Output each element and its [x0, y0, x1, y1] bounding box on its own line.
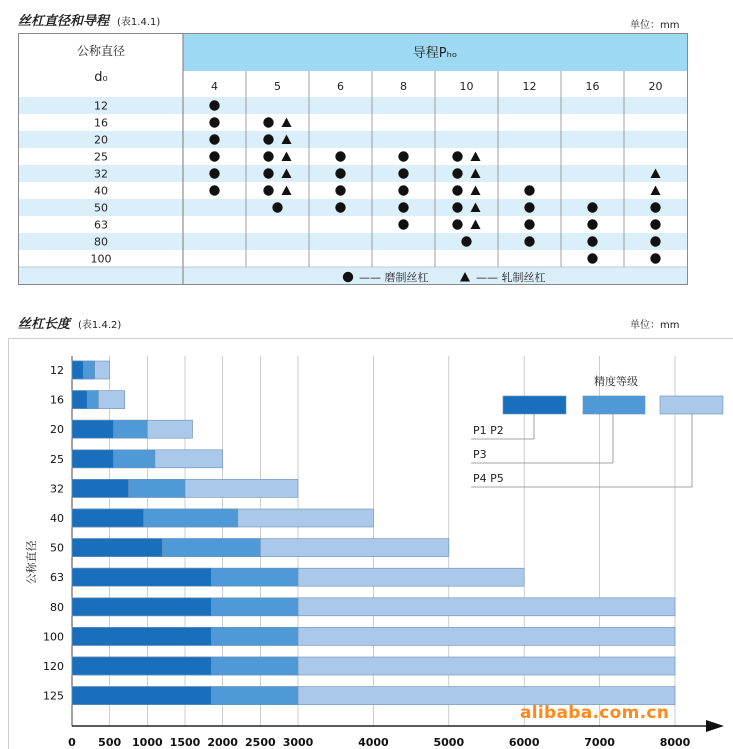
- length-bar-p1p2: [72, 450, 113, 468]
- diameter-label: 80: [94, 235, 108, 249]
- legend-triangle-label: —— 轧制丝杠: [476, 271, 546, 284]
- section2-title: [18, 313, 121, 332]
- ground-screw-mark: [263, 117, 273, 127]
- ground-screw-mark: [263, 168, 273, 178]
- rolled-screw-mark: [651, 186, 661, 196]
- ground-screw-mark: [209, 134, 219, 144]
- length-bar-p1p2: [72, 627, 211, 645]
- section1-title: [18, 10, 160, 29]
- diameter-tick-label: 16: [50, 393, 64, 407]
- ground-screw-mark: [209, 185, 219, 195]
- length-bar-p1p2: [72, 361, 83, 379]
- x-tick-label: 500: [98, 736, 122, 749]
- ground-screw-mark: [650, 219, 660, 229]
- lead-tick-label: 6: [337, 80, 344, 93]
- lead-tick-label: 10: [459, 80, 474, 93]
- ground-screw-mark: [452, 151, 462, 161]
- diameter-label: 25: [94, 150, 108, 164]
- section1-table-no: (表1.4.1): [117, 17, 161, 28]
- legend-label: P3: [473, 448, 487, 461]
- x-tick-label: 6000: [508, 736, 540, 749]
- diameter-tick-label: 63: [50, 571, 64, 585]
- row-stripe: [19, 267, 687, 284]
- x-axis-arrow-icon: [706, 720, 724, 732]
- x-tick-label: 3000: [282, 736, 314, 749]
- row-stripe: [19, 165, 687, 182]
- length-bar-p1p2: [72, 391, 87, 409]
- section1-unit: 单位：mm: [630, 20, 680, 31]
- ground-screw-mark: [335, 202, 345, 212]
- diameter-lead-table: [18, 33, 688, 285]
- length-bar-p1p2: [72, 479, 129, 497]
- x-tick-label: 5000: [433, 736, 465, 749]
- diameter-label: 63: [94, 218, 108, 232]
- ground-screw-mark: [587, 219, 597, 229]
- ground-screw-mark: [452, 202, 462, 212]
- ground-screw-mark: [650, 202, 660, 212]
- diameter-tick-label: 32: [50, 482, 64, 496]
- ground-screw-mark: [209, 117, 219, 127]
- ground-screw-mark: [524, 219, 534, 229]
- diameter-tick-label: 25: [50, 452, 64, 466]
- legend-swatch: [583, 396, 645, 414]
- section2-title-text: 丝杠长度: [18, 317, 71, 332]
- length-bar-p1p2: [72, 657, 211, 675]
- ground-screw-mark: [524, 202, 534, 212]
- diameter-tick-label: 120: [43, 660, 64, 673]
- ground-screw-mark: [398, 185, 408, 195]
- ground-screw-mark: [263, 185, 273, 195]
- ground-screw-mark: [650, 236, 660, 246]
- x-tick-label: 0: [68, 736, 76, 749]
- diameter-tick-label: 12: [50, 364, 64, 377]
- x-tick-label: 1000: [132, 736, 163, 749]
- diameter-tick-label: 80: [50, 600, 64, 614]
- rolled-screw-mark: [282, 118, 292, 128]
- ground-screw-mark: [524, 185, 534, 195]
- length-bar-p1p2: [72, 598, 211, 616]
- lead-tick-label: 16: [585, 80, 600, 93]
- diameter-label: 16: [94, 116, 108, 130]
- x-tick-label: 2500: [245, 736, 276, 749]
- diameter-label: 20: [94, 133, 108, 147]
- length-bar-p1p2: [72, 539, 162, 557]
- lead-tick-label: 4: [211, 80, 218, 93]
- legend-circle-icon: [343, 272, 353, 282]
- rolled-screw-mark: [471, 220, 481, 230]
- diameter-header: 公称直径: [76, 44, 126, 58]
- diameter-label: 100: [90, 252, 112, 266]
- x-tick-label: 2000: [207, 736, 238, 749]
- ground-screw-mark: [452, 185, 462, 195]
- row-stripe: [19, 97, 687, 114]
- ground-screw-mark: [335, 185, 345, 195]
- ground-screw-mark: [452, 168, 462, 178]
- legend-label: P1 P2: [473, 424, 504, 437]
- section2-unit: 单位：mm: [630, 320, 680, 331]
- diameter-tick-label: 50: [50, 541, 64, 555]
- ground-screw-mark: [398, 202, 408, 212]
- x-tick-label: 8000: [659, 736, 691, 749]
- ground-screw-mark: [263, 134, 273, 144]
- legend-label: P4 P5: [473, 472, 504, 485]
- diameter-label: 40: [94, 184, 108, 198]
- section2-table-no: (表1.4.2): [78, 320, 122, 331]
- ground-screw-mark: [335, 168, 345, 178]
- ground-screw-mark: [398, 168, 408, 178]
- ground-screw-mark: [209, 168, 219, 178]
- ground-screw-mark: [209, 151, 219, 161]
- ground-screw-mark: [650, 253, 660, 263]
- ground-screw-mark: [398, 219, 408, 229]
- lead-header: 导程Pₕₒ: [412, 46, 458, 61]
- row-stripe: [19, 199, 687, 216]
- ground-screw-mark: [587, 236, 597, 246]
- ground-screw-mark: [398, 151, 408, 161]
- rolled-screw-mark: [282, 152, 292, 162]
- ground-screw-mark: [272, 202, 282, 212]
- legend-circle-label: —— 磨制丝杠: [359, 271, 429, 284]
- legend-swatch: [503, 396, 566, 414]
- length-bar-p1p2: [72, 568, 211, 586]
- length-bar-p1p2: [72, 420, 113, 438]
- diameter-tick-label: 20: [50, 423, 64, 437]
- ground-screw-mark: [335, 151, 345, 161]
- ground-screw-mark: [263, 151, 273, 161]
- diameter-tick-label: 125: [43, 689, 64, 703]
- legend-swatch: [660, 396, 723, 414]
- lead-tick-label: 5: [274, 80, 281, 93]
- row-stripe: [19, 131, 687, 148]
- ground-screw-mark: [587, 202, 597, 212]
- diameter-label: 50: [94, 201, 108, 215]
- ground-screw-mark: [452, 219, 462, 229]
- diameter-label: 32: [94, 167, 108, 181]
- rolled-screw-mark: [471, 152, 481, 162]
- x-tick-label: 4000: [358, 736, 389, 749]
- diameter-tick-label: 100: [43, 630, 64, 644]
- y-axis-label: 公称直径: [25, 540, 38, 585]
- x-tick-label: 1500: [169, 736, 201, 749]
- diameter-label: 12: [94, 99, 108, 113]
- diameter-symbol: d₀: [94, 70, 108, 85]
- section1-title-text: 丝杠直径和导程: [18, 14, 110, 29]
- lead-tick-label: 12: [522, 80, 537, 93]
- rolled-screw-mark: [282, 186, 292, 196]
- lead-tick-label: 8: [400, 80, 407, 93]
- x-tick-label: 7000: [584, 736, 615, 749]
- lead-tick-label: 20: [648, 80, 663, 93]
- length-bar-p1p2: [72, 509, 144, 527]
- rolled-screw-mark: [471, 186, 481, 196]
- ground-screw-mark: [587, 253, 597, 263]
- length-bar-chart: [8, 338, 733, 749]
- ground-screw-mark: [461, 236, 471, 246]
- length-bar-p1p2: [72, 687, 211, 705]
- diameter-tick-label: 40: [50, 512, 64, 525]
- ground-screw-mark: [209, 100, 219, 110]
- ground-screw-mark: [524, 236, 534, 246]
- watermark: alibaba.com.cn: [520, 703, 670, 723]
- legend-title: 精度等级: [594, 375, 638, 388]
- row-stripe: [19, 233, 687, 250]
